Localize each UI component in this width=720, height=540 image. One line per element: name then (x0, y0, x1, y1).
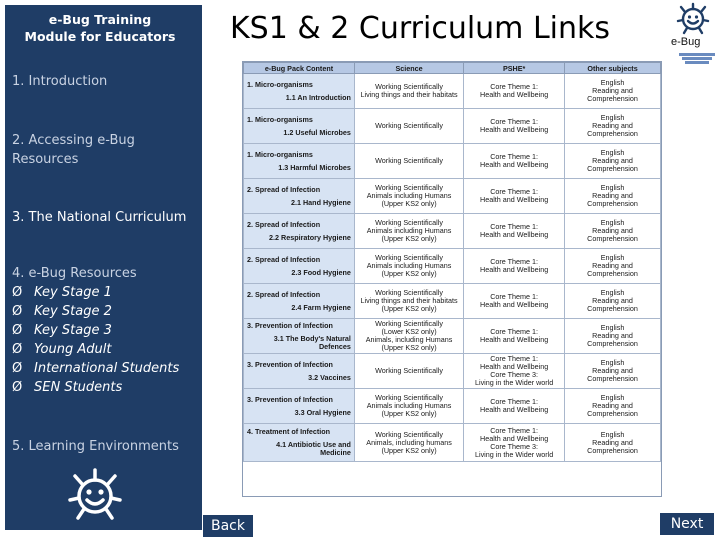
stage-label: Key Stage 3 (34, 323, 112, 338)
pack-cell (244, 179, 355, 214)
other-subjects-cell (565, 389, 661, 424)
cell-line: English (600, 253, 625, 262)
cell-line: (Upper KS2 only) (381, 343, 437, 352)
sidebar-title-line-2: Module for Educators (24, 29, 176, 44)
cell-line: English (600, 288, 625, 297)
pack-lesson: 2.2 Respiratory Hygiene (269, 232, 351, 242)
science-cell (354, 284, 463, 319)
cell-line: Working Scientifically (375, 393, 443, 402)
other-subjects-cell (565, 144, 661, 179)
stage-label: Key Stage 2 (34, 304, 112, 319)
nav-national-curriculum[interactable]: 3. The National Curriculum (12, 210, 187, 225)
pshe-cell (464, 144, 565, 179)
cell-line: English (600, 78, 625, 87)
pack-topic: 1. Micro-organisms (247, 149, 313, 159)
cell-line: Working Scientifically (375, 366, 443, 375)
pshe-cell (464, 109, 565, 144)
pack-lesson: 2.1 Hand Hygiene (291, 197, 351, 207)
cell-line: Health and Wellbeing (480, 433, 549, 443)
cell-line: English (600, 183, 625, 192)
pshe-cell (464, 214, 565, 249)
cell-line: Core Theme 1: (490, 187, 539, 196)
stage-label: Young Adult (34, 342, 112, 357)
cell-line: Reading and Comprehension (587, 86, 638, 103)
cell-line: Health and Wellbeing (480, 125, 549, 134)
brand-tagline (679, 52, 715, 65)
cell-line: Living things and their habitats (360, 296, 458, 305)
table-body (244, 74, 661, 462)
science-cell (354, 319, 463, 354)
bug-logo-icon (67, 465, 123, 523)
brand-name: e-Bug (671, 36, 701, 48)
cell-line: English (600, 323, 625, 332)
column-header-science: Science (354, 63, 463, 74)
cell-line: Reading and Comprehension (587, 261, 638, 278)
pack-cell (244, 354, 355, 389)
cell-line: English (600, 218, 625, 227)
cell-line: Health and Wellbeing (480, 195, 549, 204)
cell-line: Reading and Comprehension (587, 156, 638, 173)
next-button[interactable]: Next (660, 513, 714, 535)
cell-line: Living things and their habitats (360, 90, 458, 99)
curriculum-table (242, 61, 662, 497)
pack-lesson: 3.1 The Body's Natural Defences (273, 333, 351, 351)
cell-line: (Upper KS2 only) (381, 199, 437, 208)
stage-item[interactable] (12, 283, 179, 302)
cell-line: Animals including Humans (366, 401, 452, 410)
pack-topic: 2. Spread of Infection (247, 289, 321, 299)
cell-line: Core Theme 1: (490, 292, 539, 301)
pshe-cell (464, 179, 565, 214)
science-cell (354, 389, 463, 424)
cell-line: Working Scientifically (375, 253, 443, 262)
arrow-bullet-icon: Ø (12, 323, 23, 338)
arrow-bullet-icon: Ø (12, 304, 23, 319)
table-row (244, 74, 661, 109)
pack-lesson: 2.3 Food Hygiene (291, 267, 351, 277)
pack-topic: 2. Spread of Infection (247, 254, 321, 264)
pack-topic: 2. Spread of Infection (247, 184, 321, 194)
pack-cell (244, 74, 355, 109)
pshe-cell (464, 424, 565, 462)
other-subjects-cell (565, 249, 661, 284)
cell-line: Health and Wellbeing (480, 90, 549, 99)
cell-line: Working Scientifically (375, 82, 443, 91)
pshe-cell (464, 319, 565, 354)
cell-line: (Upper KS2 only) (381, 269, 437, 278)
cell-line: Core Theme 1: (490, 425, 539, 435)
cell-line: Reading and Comprehension (587, 366, 638, 383)
stage-item[interactable] (12, 359, 179, 378)
cell-line: (Lower KS2 only) (381, 327, 437, 336)
pack-lesson: 2.4 Farm Hygiene (291, 302, 351, 312)
pshe-cell (464, 249, 565, 284)
science-cell (354, 74, 463, 109)
pack-lesson: 3.2 Vaccines (308, 372, 351, 382)
column-header-pshe: PSHE* (464, 63, 565, 74)
cell-line: Reading and Comprehension (587, 191, 638, 208)
pack-cell (244, 109, 355, 144)
science-cell (354, 144, 463, 179)
table-row (244, 354, 661, 389)
pack-topic: 3. Prevention of Infection (247, 359, 333, 369)
cell-line: Core Theme 3: (490, 370, 539, 379)
cell-line: Core Theme 1: (490, 327, 539, 336)
cell-line: Animals including Humans (366, 226, 452, 235)
nav-learning-environments[interactable]: 5. Learning Environments (12, 439, 179, 454)
cell-line: Working Scientifically (375, 156, 443, 165)
pack-cell (244, 214, 355, 249)
cell-line: Health and Wellbeing (480, 405, 549, 414)
brand-logo (666, 2, 720, 72)
pack-cell (244, 144, 355, 179)
cell-line: Health and Wellbeing (480, 300, 549, 309)
cell-line: Living in the Wider world (474, 449, 554, 459)
pack-cell (244, 424, 355, 462)
cell-line: Working Scientifically (375, 121, 443, 130)
cell-line: Health and Wellbeing (480, 362, 549, 371)
stage-item[interactable] (12, 302, 179, 321)
pack-lesson: 1.3 Harmful Microbes (278, 162, 351, 172)
table-row (244, 109, 661, 144)
cell-line: English (600, 113, 625, 122)
arrow-bullet-icon: Ø (12, 285, 23, 300)
science-cell (354, 179, 463, 214)
sidebar (5, 5, 202, 530)
pack-cell (244, 284, 355, 319)
cell-line: Working Scientifically (375, 319, 443, 328)
pshe-cell (464, 74, 565, 109)
table-row (244, 284, 661, 319)
other-subjects-cell (565, 74, 661, 109)
table-header-row (244, 63, 661, 74)
science-cell (354, 109, 463, 144)
stage-label: Key Stage 1 (34, 285, 112, 300)
cell-line: Living in the Wider world (474, 378, 554, 387)
table-row (244, 389, 661, 424)
other-subjects-cell (565, 284, 661, 319)
cell-line: (Upper KS2 only) (381, 304, 437, 313)
stage-label: International Students (34, 361, 180, 376)
cell-line: Health and Wellbeing (480, 160, 549, 169)
cell-line: Core Theme 1: (490, 152, 539, 161)
science-cell (354, 249, 463, 284)
cell-line: English (600, 429, 625, 439)
pack-topic: 3. Prevention of Infection (247, 394, 333, 404)
pshe-cell (464, 389, 565, 424)
arrow-bullet-icon: Ø (12, 361, 23, 376)
nav-ebug-resources[interactable]: 4. e-Bug Resources (12, 266, 137, 281)
cell-line: English (600, 148, 625, 157)
column-header-pack: e-Bug Pack Content (244, 63, 355, 74)
cell-line: Working Scientifically (375, 288, 443, 297)
pack-topic: 4. Treatment of Infection (247, 427, 331, 436)
other-subjects-cell (565, 319, 661, 354)
cell-line: English (600, 358, 625, 367)
table-row (244, 214, 661, 249)
pack-lesson: 3.3 Oral Hygiene (294, 407, 351, 417)
back-button[interactable]: Back (203, 515, 253, 537)
stage-item[interactable] (12, 321, 179, 340)
science-cell (354, 214, 463, 249)
cell-line: Reading and Comprehension (587, 226, 638, 243)
cell-line: (Upper KS2 only) (381, 234, 437, 243)
cell-line: Reading and Comprehension (587, 296, 638, 313)
pack-topic: 1. Micro-organisms (247, 79, 313, 89)
table-row (244, 424, 661, 462)
table-row (244, 249, 661, 284)
pack-topic: 2. Spread of Infection (247, 219, 321, 229)
cell-line: Working Scientifically (375, 183, 443, 192)
cell-line: Animals, including humans (366, 437, 452, 447)
cell-line: Health and Wellbeing (480, 230, 549, 239)
cell-line: Core Theme 1: (490, 354, 539, 363)
pack-topic: 3. Prevention of Infection (247, 320, 333, 330)
pack-topic: 1. Micro-organisms (247, 114, 313, 124)
science-cell (354, 354, 463, 389)
cell-line: Animals including Humans (366, 261, 452, 270)
pack-cell (244, 319, 355, 354)
pshe-cell (464, 284, 565, 319)
cell-line: Core Theme 1: (490, 117, 539, 126)
page-title: KS1 & 2 Curriculum Links (230, 11, 611, 46)
pack-cell (244, 249, 355, 284)
cell-line: Core Theme 1: (490, 397, 539, 406)
pack-lesson: 1.2 Useful Microbes (283, 127, 351, 137)
cell-line: Working Scientifically (375, 429, 443, 439)
other-subjects-cell (565, 354, 661, 389)
cell-line: Core Theme 1: (490, 82, 539, 91)
table-row (244, 179, 661, 214)
nav-accessing-resources[interactable]: 2. Accessing e-Bug Resources (12, 133, 135, 167)
other-subjects-cell (565, 179, 661, 214)
table-row (244, 319, 661, 354)
stage-item[interactable] (12, 340, 179, 359)
cell-line: Reading and Comprehension (587, 331, 638, 348)
cell-line: Health and Wellbeing (480, 335, 549, 344)
cell-line: English (600, 393, 625, 402)
cell-line: Reading and Comprehension (587, 121, 638, 138)
stage-label: SEN Students (34, 380, 123, 395)
other-subjects-cell (565, 424, 661, 462)
cell-line: Working Scientifically (375, 218, 443, 227)
cell-line: Core Theme 3: (490, 441, 539, 451)
cell-line: (Upper KS2 only) (381, 409, 437, 418)
arrow-bullet-icon: Ø (12, 342, 23, 357)
column-header-other: Other subjects (565, 63, 661, 74)
pack-cell (244, 389, 355, 424)
pack-lesson: 4.1 Antibiotic Use and Medicine (276, 440, 351, 457)
cell-line: Animals including Humans (366, 191, 452, 200)
cell-line: Reading and Comprehension (587, 401, 638, 418)
sidebar-title (15, 11, 185, 45)
cell-line: Core Theme 1: (490, 222, 539, 231)
sidebar-title-line-1: e-Bug Training (48, 12, 152, 27)
stage-item[interactable] (12, 378, 179, 397)
stage-list (12, 283, 179, 397)
cell-line: Health and Wellbeing (480, 265, 549, 274)
cell-line: Core Theme 1: (490, 257, 539, 266)
cell-line: Animals, including Humans (365, 335, 453, 344)
cell-line: (Upper KS2 only) (381, 445, 437, 455)
pshe-cell (464, 354, 565, 389)
arrow-bullet-icon: Ø (12, 380, 23, 395)
other-subjects-cell (565, 214, 661, 249)
cell-line: Reading and Comprehension (587, 437, 638, 455)
table-row (244, 144, 661, 179)
pack-lesson: 1.1 An Introduction (285, 92, 351, 102)
other-subjects-cell (565, 109, 661, 144)
science-cell (354, 424, 463, 462)
nav-introduction[interactable]: 1. Introduction (12, 74, 108, 89)
